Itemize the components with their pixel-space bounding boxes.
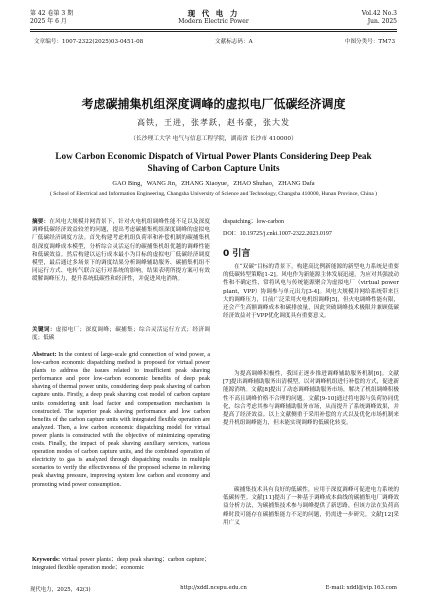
abstract-en: [32, 351, 210, 489]
keywords-en-text: virtual power plants；deep peak shaving；carbon capture；integrated flexible operation mode；economic: [32, 557, 210, 572]
footer-email[interactable]: E-mail: xddl@vip.163.com: [325, 585, 397, 591]
affiliation-cn: （长沙理工大学 电气与信息工程学院，湖南省 长沙市 410000）: [130, 136, 297, 142]
abstract-en-label: Abstract:: [32, 352, 57, 358]
abstract-en-text: In the context of large-scale grid connection of wind power, a low-carbon economic dispatching method is proposed for virtual power plants to address the issues related to insufficient peak shaving performance and poor low-carbon economic benefits of deep peak shaving of thermal power units, considering deep peak shaving of carbon capture units. Firstly, a deep peak shaving cost model of carbon capture units considering unit load factor and compensation mechanism is constructed. The superior peak shaving performance and low carbon benefits of the carbon capture units with integrated flexible operation are analyzed. Then, a low carbon economic dispatching model for virtual power plants is constructed with the objective of minimizing operating costs. Finally, the impact of peak shaving auxiliary services, various operation modes of carbon capture units, and the combined operation of electricity to gas is analyzed through dispatching results in multiple scenarios to verify the effectiveness of the proposed scheme in relieving peak shaving pressure, improving system low carbon and economy and promoting wind power consumption.: [32, 352, 211, 488]
header-rule: [30, 29, 397, 30]
authors-cn: 高铁，王进，张孝跃，赵书豪，张大发: [137, 118, 290, 127]
article-number: 文章编号：1007-2322(2025)03-0451-08: [34, 39, 144, 45]
abstract-cn: [32, 218, 210, 284]
affiliation-en: ( School of Electrical and Information Engineering, Changsha University of Science and Technology, Changsha 410000, Hunan Province, China ): [50, 191, 377, 197]
footer-citation: 现代电力，2025，42(3): [30, 587, 91, 593]
doi[interactable]: DOI：10.19725/j.cnki.1007-2322.2023.0197: [223, 231, 332, 237]
authors-en: GAO Bing，WANG Jin，ZHANG Xiaoyue，ZHAO Shuhao，ZHANG Dafa: [112, 180, 315, 187]
keywords-cn-text: 虚拟电厂；深度调峰；碳捕集；综合灵活运行方式；经济调度；低碳: [32, 327, 210, 342]
keywords-en-label: Keywords:: [32, 557, 60, 563]
abstract-cn-text: 在风电大规模并网背景下，针对火电机组调峰性能不足以及深度调峰低碳经济效益较差的问题，提出考虑碳捕集机组深度调峰的虚拟电厂低碳经济调度方法。首先构建考虑机组负荷率和补偿机制的碳捕集机组深度调峰成本模型，分析综合灵活运行的碳捕集机组优越的调峰性能和低碳效益。然后构建以运行成本最小为目标的虚拟电厂低碳经济调度模型，最后通过多场景下的调度结果分析调峰辅助服务、碳捕集机组不同运行方式、电转气联合运行对系统的影响，结果表明所提方案可有效缓解调峰压力，提升系统低碳性和经济性，并促进风电消纳。: [32, 219, 210, 283]
section-heading-introduction: 0 引言: [223, 249, 251, 259]
paper-title-cn: 考虑碳捕集机组深度调峰的虚拟电厂低碳经济调度: [81, 97, 346, 111]
document-code: 文献标志码：A: [215, 39, 253, 45]
issue-date: 2025 年 6 月: [30, 18, 67, 25]
keywords-en: [32, 556, 210, 572]
classification-number: 中图分类号：TM73: [344, 39, 395, 45]
intro-paragraph-2: 为提高调峰积极性，我国正逐步推进调峰辅助服务机制[6]。文献[7]提出调峰辅助服务出清模型，以对调峰机组进行补偿的方式，促进新能源消纳。文献[8]提出了动态调峰辅助服务市场，解决了机组调峰积极性不高且调峰价格不合理的问题。文献[9-10]通过将电源与负荷协同优化，综合考虑其参与调峰辅助服务市场，从而提升了系统调峰效果，并提高了经济效益。以上文献侧重于采用补偿的方式以及优化市场机制来提升机组调峰能力，但未能实现调峰的低碳化转变。: [223, 371, 399, 427]
volume-issue-en: Vol.42 No.3: [361, 10, 397, 17]
intro-paragraph-1: 在“双碳”目标的背景下，构建高比例新能源的新型电力系统是重要的低碳转型策略[1-2]。风电作为新能源主体发展迅速，为应对其强波动性和不确定性，常将风电与传统能源聚合为虚拟电厂（virtual power plant，VPP）协调参与单元出力[3-4]。风电大规模并网给系统带来巨大的调峰压力，目前广泛采用火电机组调峰[5]，但火电调峰性能有限，还会产生高额调峰成本和碳排放量，因此突破调峰技术极限并兼顾低碳经济效益对于VPP优化调度具有重要意义。: [223, 264, 399, 320]
issue-date-en: Jun. 2025: [367, 18, 397, 25]
keywords-cn: [32, 326, 210, 342]
journal-volume-en: [362, 10, 397, 26]
keywords-cn-label: 关键词：: [32, 327, 56, 333]
abstract-cn-label: 摘要：: [32, 219, 50, 225]
footer-url[interactable]: http://xddl.ncepu.edu.cn: [180, 585, 247, 591]
paper-title-en: Low Carbon Economic Dispatch of Virtual Power Plants Considering Deep Peak Shaving of Carbon Capture Units: [55, 151, 372, 173]
keywords-en-continued: dispatching；low-carbon: [223, 219, 284, 225]
journal-name-cn: 现 代 电 力: [187, 9, 240, 18]
header-rule-thin: [30, 31, 397, 32]
intro-paragraph-3: 碳捕集技术具有良好的低碳性，应用于深度调峰可促进电力系统的低碳转型。文献[11]提出了一种基于调峰成本曲线的碳捕集电厂调峰效益分析方法，为碳捕集技术参与调峰提供了新思路，但该方法在负荷高峰时段可能存在碳捕集能力不足的问题，仍需进一步研究。文献[12]采用广义: [223, 487, 399, 526]
volume-issue: 第 42 卷第 3 期: [30, 10, 74, 17]
journal-name-en: Modern Electric Power: [178, 18, 249, 25]
